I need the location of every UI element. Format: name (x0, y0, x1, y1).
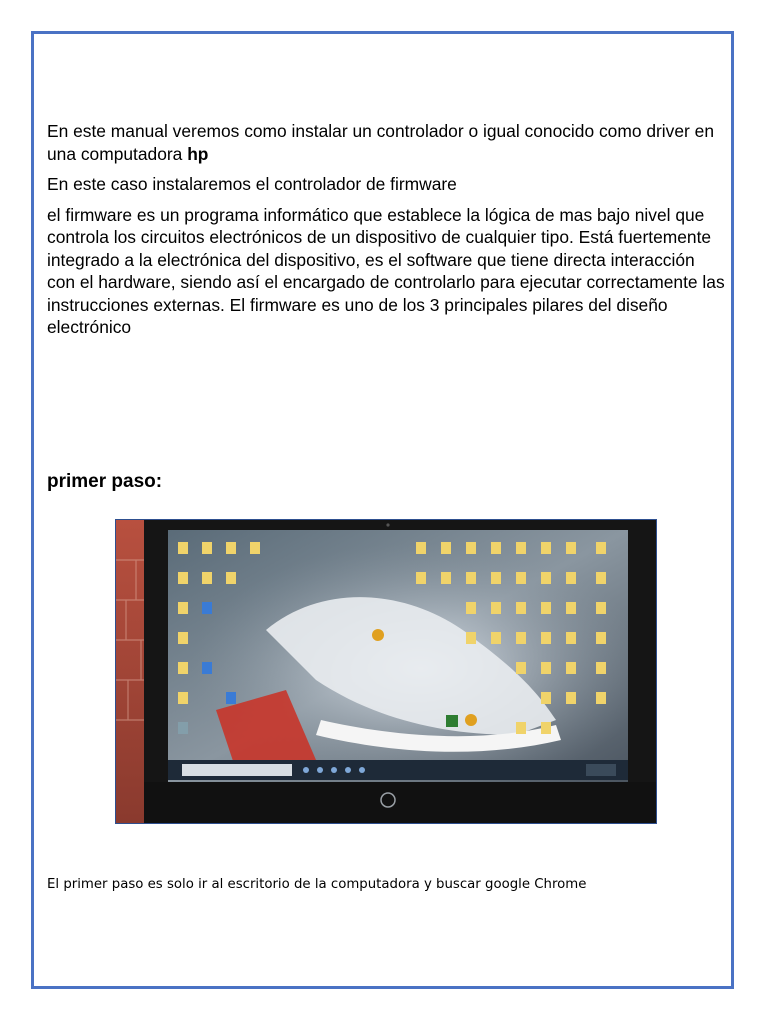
page-frame (31, 31, 734, 989)
body-text (47, 120, 727, 347)
step-one-heading: primer paso: (47, 471, 163, 492)
laptop-photo-illustration (116, 520, 656, 823)
intro-paragraph (47, 120, 727, 165)
laptop-desktop-photo (115, 519, 657, 824)
firmware-definition-paragraph: el firmware es un programa informático que establece la lógica de mas bajo nivel que controla los circuitos electrónicos de un dispositivo de cualquier tipo. Está fuertemente integrado a la electrónica del dispositivo, es el software que tiene directa interacción con el hardware, siendo así el encargado de controlarlo para ejecutar correctamente las instrucciones externas. El firmware es uno de los 3 principales pilares del diseño electrónico (47, 204, 725, 337)
step-one-caption: El primer paso es solo ir al escritorio de la computadora y buscar google Chrome (47, 877, 587, 892)
firmware-driver-paragraph: En este caso instalaremos el controlador de firmware (47, 174, 457, 194)
intro-text: En este manual veremos como instalar un controlador o igual conocido como driver en una computadora (47, 121, 714, 164)
intro-bold-brand: hp (187, 143, 209, 164)
